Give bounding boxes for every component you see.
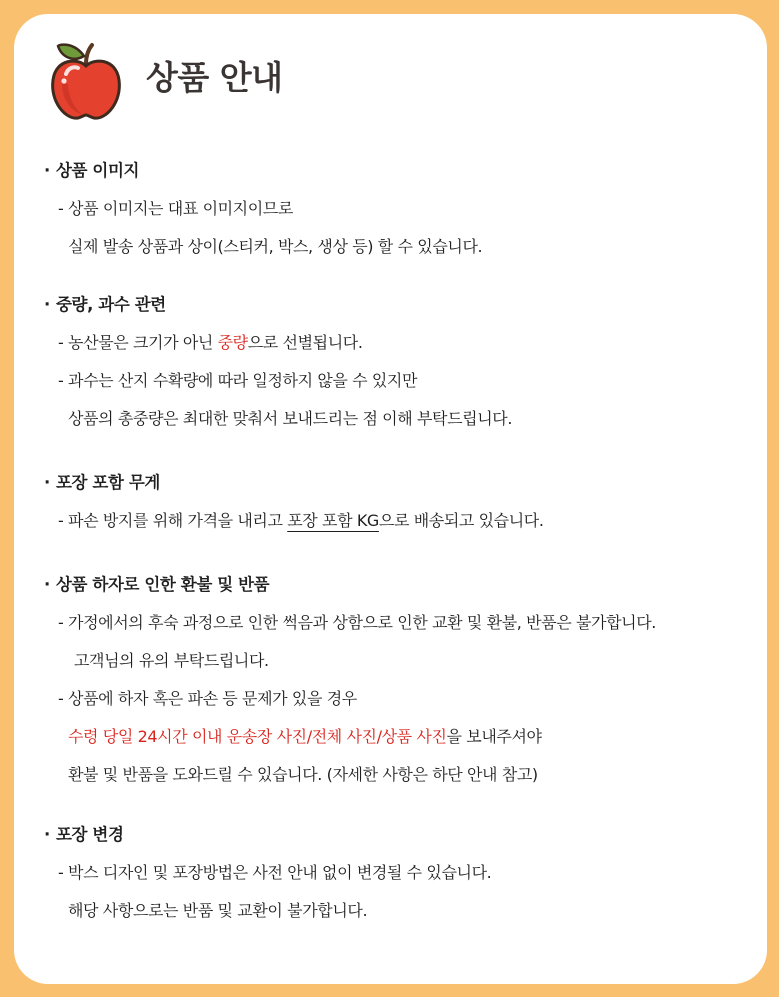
section-heading: · 상품 이미지 [44,152,764,190]
section-text: 해당 사항으로는 반품 및 교환이 불가합니다. [68,901,368,920]
section-text: 수령 당일 24시간 이내 운송장 사진/전체 사진/상품 사진을 보내주셔야 [68,727,542,746]
section-weight [44,286,764,438]
section-product-image [44,152,764,266]
section-text: - 농산물은 크기가 아닌 중량으로 선별됩니다. [58,333,363,352]
bullet: · [44,161,50,180]
bullet: · [44,473,50,492]
section-text: - 상품 이미지는 대표 이미지이므로 [58,199,293,218]
section-refund [44,566,764,794]
section-text: - 과수는 산지 수확량에 따라 일정하지 않을 수 있지만 [58,371,418,390]
section-text: - 박스 디자인 및 포장방법은 사전 안내 없이 변경될 수 있습니다. [58,863,492,882]
section-text: 고객님의 유의 부탁드립니다. [74,651,269,670]
bullet: · [44,825,50,844]
apple-icon [48,38,124,122]
section-packaging-change [44,816,764,930]
section-text: - 파손 방지를 위해 가격을 내리고 포장 포함 KG으로 배송되고 있습니다. [58,511,544,530]
bullet: · [44,575,50,594]
highlight-text: 수령 당일 24시간 이내 운송장 사진/전체 사진/상품 사진 [68,727,447,746]
underlined-text: 포장 포함 KG [287,511,379,530]
section-heading: · 포장 포함 무게 [44,464,764,502]
section-text: 상품의 총중량은 최대한 맞춰서 보내드리는 점 이해 부탁드립니다. [68,409,513,428]
highlight-text: 중량 [217,333,248,352]
section-text: 실제 발송 상품과 상이(스티커, 박스, 생상 등) 할 수 있습니다. [68,237,483,256]
section-packaging-weight [44,464,764,540]
bullet: · [44,295,50,314]
section-text: - 가정에서의 후숙 과정으로 인한 썩음과 상함으로 인한 교환 및 환불, 반품은 불가합니다. [58,613,656,632]
page-title: 상품 안내 [146,58,283,97]
section-heading: · 중량, 과수 관련 [44,286,764,324]
section-heading: · 상품 하자로 인한 환불 및 반품 [44,566,764,604]
section-heading: · 포장 변경 [44,816,764,854]
section-text: 환불 및 반품을 도와드릴 수 있습니다. (자세한 사항은 하단 안내 참고) [68,765,538,784]
section-text: - 상품에 하자 혹은 파손 등 문제가 있을 경우 [58,689,357,708]
